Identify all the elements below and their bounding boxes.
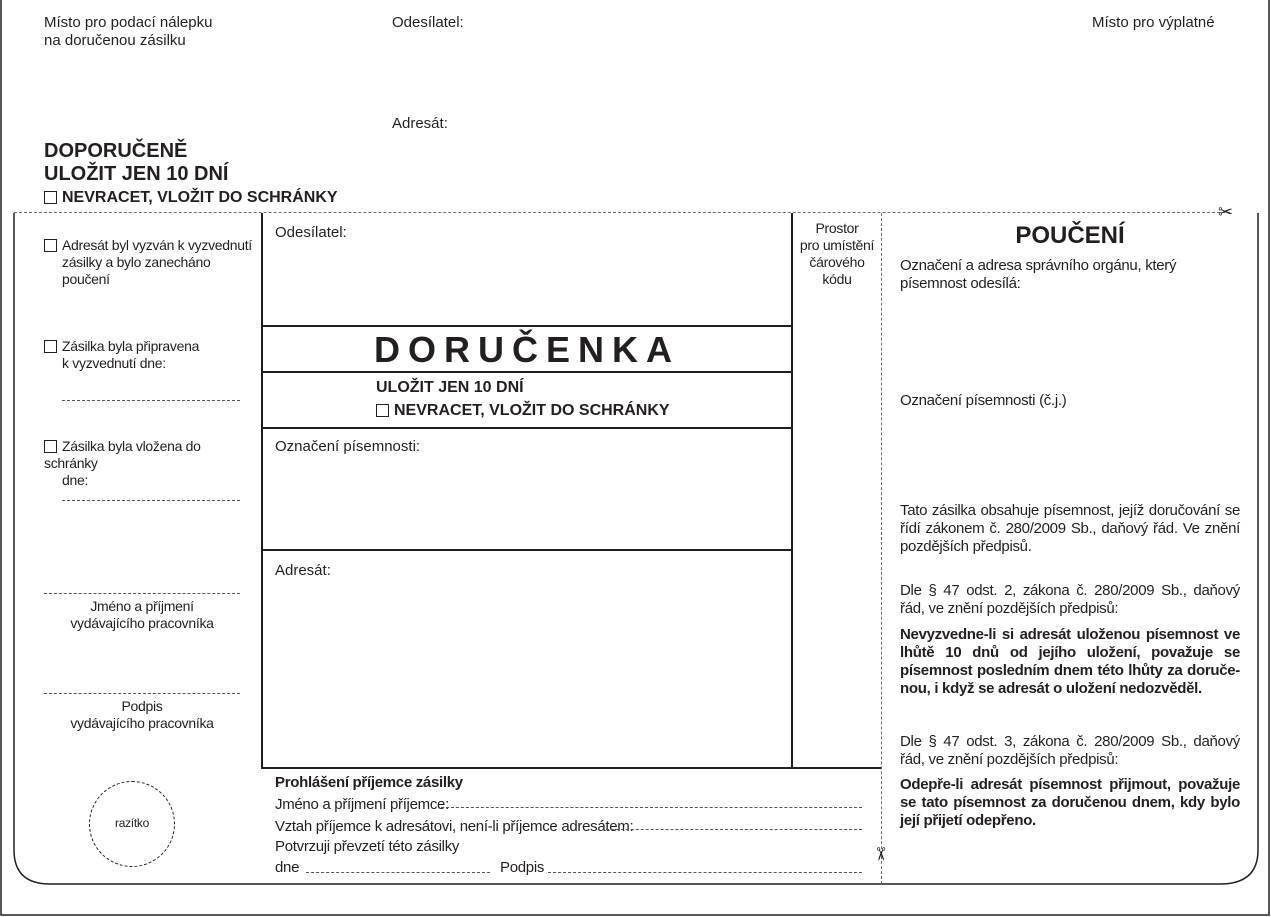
form-no-return-checkbox[interactable] — [376, 404, 389, 417]
law-intro: Tato zásilka obsahuje písemnost, jejíž doručování se řídí zákonem č. 280/2009 Sb., daňový řád. Ve znění pozdějších předpisů. — [900, 502, 1240, 555]
postage-area-label: Místo pro výplatné — [1092, 14, 1215, 31]
inserted-checkbox[interactable] — [44, 440, 57, 453]
inserted-date-line[interactable] — [62, 500, 240, 501]
date-line[interactable] — [306, 872, 490, 873]
recipient-name-line[interactable] — [441, 807, 862, 808]
relation-line[interactable] — [606, 829, 862, 830]
relation-label: Vztah příjemce k adresátovi, není-li příjemce adresátem: — [275, 818, 634, 835]
form-right-border — [791, 213, 793, 769]
scissors-icon: ✂ — [870, 846, 891, 862]
form-title: DORUČENKA — [374, 329, 680, 370]
form-left-border — [261, 213, 263, 769]
envelope-addressee-label: Adresát: — [392, 115, 448, 132]
para2-intro: Dle § 47 odst. 2, zákona č. 280/2009 Sb., daňový řád, ve znění pozdějších předpisů: — [900, 582, 1240, 617]
no-return-option[interactable] — [44, 188, 338, 207]
no-return-label: NEVRACET, VLOŽIT DO SCHRÁNKY — [62, 189, 338, 206]
recipient-name-label: Jméno a příjmení příjemce: — [275, 796, 449, 813]
store-10-days-title: ULOŽIT JEN 10 DNÍ — [44, 163, 229, 185]
form-addressee-label: Adresát: — [275, 562, 331, 579]
form-sender-label: Odesílatel: — [275, 224, 347, 241]
barcode-area-label: Prostor pro umístění čárového kódu — [799, 220, 875, 287]
document-ref-label: Označení písemnosti (č.j.) — [900, 392, 1067, 409]
form-document-label: Označení písemnosti: — [275, 438, 421, 455]
form-no-return-option[interactable]: NEVRACET, VLOŽIT DO SCHRÁNKY — [376, 401, 670, 420]
inserted-option[interactable]: Zásilka byla vložena do schránky dne: — [44, 438, 201, 488]
date-label: dne — [275, 859, 300, 876]
called-checkbox[interactable] — [44, 239, 57, 252]
sticker-area-label: Místo pro podací nálepku na doručenou zásilku — [44, 14, 213, 49]
prepared-checkbox[interactable] — [44, 340, 57, 353]
worker-signature-label: Podpis vydávajícího pracovníka — [70, 698, 214, 731]
para3-bold: Odepře-li adresát písemnost přijmout, považuje se tato písemnost za doručenou dnem, kdy bylo její přijetí odepřeno. — [900, 776, 1240, 829]
para3-intro: Dle § 47 odst. 3, zákona č. 280/2009 Sb., daňový řád, ve znění pozdějších předpisů: — [900, 733, 1240, 768]
envelope-sender-label: Odesílatel: — [392, 14, 464, 31]
worker-name-label: Jméno a příjmení vydávajícího pracovníka — [70, 598, 214, 631]
para2-bold: Nevyzvedne-li si adresát uloženou písemnost ve lhůtě 10 dnů od jejího uložení, považuje se písemnost posledním dnem této lhůty za doruče-nou, i když se adresát o uložení nedozvěděl. — [900, 626, 1240, 697]
worker-name-line[interactable] — [44, 593, 240, 594]
signature-line[interactable] — [548, 872, 862, 873]
stamp-label: razítko — [115, 816, 149, 830]
no-return-checkbox[interactable] — [44, 191, 57, 204]
instructions-title: POUČENÍ — [1015, 222, 1125, 249]
confirm-label: Potvrzuji převzetí této zásilky — [275, 838, 460, 855]
perforation-line — [14, 212, 1230, 213]
scissors-icon: ✂ — [1218, 202, 1234, 222]
authority-label: Označení a adresa správního orgánu, který písemnost odesílá: — [900, 257, 1177, 292]
signature-label: Podpis — [500, 859, 545, 876]
prepared-option[interactable]: Zásilka byla připravena k vyzvednutí dne: — [44, 338, 254, 372]
declaration-heading: Prohlášení příjemce zásilky — [275, 774, 463, 791]
prepared-date-line[interactable] — [62, 400, 240, 401]
form-store-10-days: ULOŽIT JEN 10 DNÍ — [376, 379, 524, 396]
vertical-perforation — [881, 213, 882, 884]
worker-signature-line[interactable] — [44, 693, 240, 694]
called-option[interactable]: Adresát byl vyzván k vyzvednutí zásilky a bylo zanecháno poučení — [44, 237, 254, 288]
registered-title: DOPORUČENĚ — [44, 140, 188, 162]
